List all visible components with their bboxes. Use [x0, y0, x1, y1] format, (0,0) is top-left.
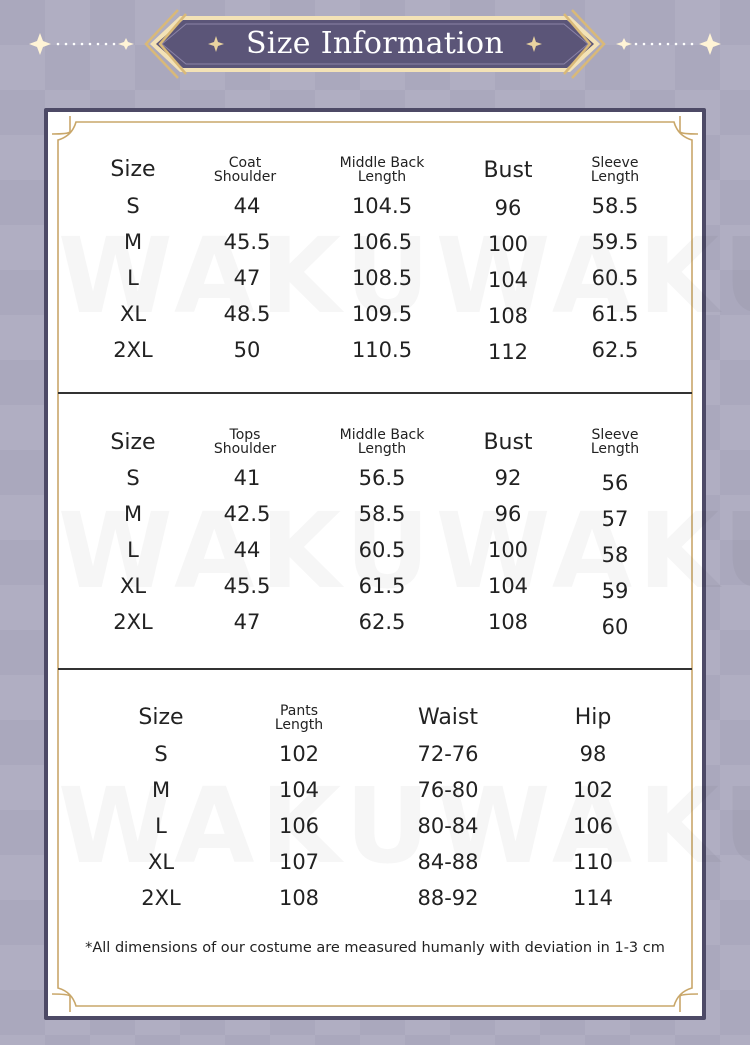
table-cell: 100 [487, 232, 529, 256]
table-cell: M [123, 230, 143, 254]
table-cell: 58 [601, 543, 629, 567]
table-cell: S [154, 742, 168, 766]
header-banner [0, 0, 750, 100]
table-cell: 60.5 [591, 266, 639, 290]
table-cell: 108.5 [351, 266, 413, 290]
table-cell: 100 [487, 538, 529, 562]
table-cell: 96 [494, 502, 522, 526]
table-cell: 2XL [141, 886, 181, 910]
table-header: Hip [574, 705, 612, 730]
table-header: Bust [483, 158, 533, 183]
table-cell: M [123, 502, 143, 526]
table-cell: 109.5 [351, 302, 413, 326]
table-cell: 58.5 [358, 502, 406, 526]
table-header: Middle Back Length [339, 427, 425, 457]
table-cell: 62.5 [358, 610, 406, 634]
table-cell: 61.5 [358, 574, 406, 598]
table-header: Pants Length [274, 703, 324, 733]
table-cell: 114 [572, 886, 614, 910]
section-divider [58, 392, 692, 394]
table-cell: M [151, 778, 171, 802]
table-cell: 106 [278, 814, 320, 838]
table-header: Sleeve Length [590, 427, 640, 457]
table-cell: 60.5 [358, 538, 406, 562]
table-cell: XL [147, 850, 175, 874]
table-cell: 56 [601, 471, 629, 495]
table-cell: 61.5 [591, 302, 639, 326]
table-cell: 88-92 [417, 886, 479, 910]
table-cell: 2XL [113, 610, 153, 634]
table-cell: 47 [233, 610, 261, 634]
table-cell: 2XL [113, 338, 153, 362]
table-cell: XL [119, 302, 147, 326]
table-cell: 108 [487, 610, 529, 634]
table-cell: 41 [233, 466, 261, 490]
table-cell: 50 [233, 338, 261, 362]
table-cell: 44 [233, 194, 261, 218]
table-cell: 44 [233, 538, 261, 562]
table-cell: 60 [601, 615, 629, 639]
table-header: Bust [483, 430, 533, 455]
table-cell: 57 [601, 507, 629, 531]
table-cell: 80-84 [417, 814, 479, 838]
table-header: Middle Back Length [339, 155, 425, 185]
table-cell: 84-88 [417, 850, 479, 874]
table-cell: 106.5 [351, 230, 413, 254]
table-cell: 104 [487, 574, 529, 598]
table-cell: 72-76 [417, 742, 479, 766]
table-cell: S [126, 466, 140, 490]
table-cell: 45.5 [223, 574, 271, 598]
table-cell: 104 [278, 778, 320, 802]
table-cell: 110.5 [351, 338, 413, 362]
table-cell: 48.5 [223, 302, 271, 326]
table-cell: 59 [601, 579, 629, 603]
table-cell: 76-80 [417, 778, 479, 802]
table-cell: 104 [487, 268, 529, 292]
table-header: Size [138, 705, 184, 730]
table-cell: 102 [572, 778, 614, 802]
table-cell: 42.5 [223, 502, 271, 526]
measurement-note: *All dimensions of our costume are measured humanly with deviation in 1-3 cm [85, 940, 665, 956]
table-cell: 45.5 [223, 230, 271, 254]
table-header: Sleeve Length [590, 155, 640, 185]
table-header: Size [110, 157, 156, 182]
table-cell: 56.5 [358, 466, 406, 490]
table-cell: 104.5 [351, 194, 413, 218]
table-cell: L [127, 266, 139, 290]
table-header: Coat Shoulder [213, 155, 277, 185]
table-cell: 110 [572, 850, 614, 874]
table-cell: L [155, 814, 167, 838]
table-cell: 62.5 [591, 338, 639, 362]
table-cell: 112 [487, 340, 529, 364]
table-cell: 96 [494, 196, 522, 220]
table-cell: 58.5 [591, 194, 639, 218]
table-cell: XL [119, 574, 147, 598]
table-cell: 107 [278, 850, 320, 874]
table-header: Size [110, 430, 156, 455]
table-cell: 102 [278, 742, 320, 766]
table-cell: 47 [233, 266, 261, 290]
table-header: Tops Shoulder [213, 427, 277, 457]
table-cell: 108 [487, 304, 529, 328]
section-divider [58, 668, 692, 670]
table-cell: L [127, 538, 139, 562]
table-cell: 92 [494, 466, 522, 490]
table-header: Waist [417, 705, 479, 730]
table-cell: S [126, 194, 140, 218]
table-cell: 106 [572, 814, 614, 838]
table-cell: 98 [579, 742, 607, 766]
table-cell: 59.5 [591, 230, 639, 254]
page-title: Size Information [245, 26, 505, 61]
table-cell: 108 [278, 886, 320, 910]
